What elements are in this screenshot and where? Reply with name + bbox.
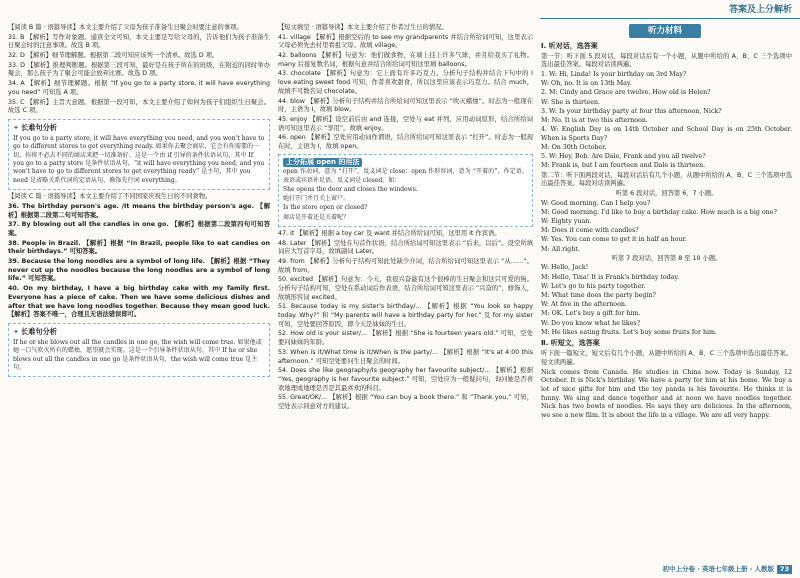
- column-right: [541, 24, 792, 422]
- answer-43: 43. chocolate 【解析】句意为：它上面有许多巧克力。分析句子结构并结合下句中的 I love eating sweet food 可知，作者喜欢甜食，所以这里应该表示巧克力。结合 much，故填不可数名词 chocolate。: [278, 70, 533, 95]
- dialogue-line: W: Hello, Jack!: [541, 264, 589, 272]
- answer-32: 32. D 【解析】细节理解题。根据第二段可知应该列一个清单。故选 D 项。: [8, 52, 219, 60]
- extension-line-4: Is the store open or closed?: [283, 204, 368, 212]
- dialogues-part-3: [541, 264, 792, 337]
- long-sentence-analysis-box-2: [8, 323, 270, 378]
- footer-text: 初中上分卷 · 英语七年级上册 · 人教版: [662, 565, 774, 574]
- answer-55: 55. Great/OK/... 【解析】根据 “You can buy a book there.” 和 “Thank you.” 可知，空处表示同意对方的建议。: [278, 394, 533, 410]
- dialogue-line: M: What time does the party begin?: [541, 292, 656, 300]
- listening-banner: 听力材料: [629, 24, 701, 38]
- answer-33: 33. D 【解析】推理判断题。根据第三段可知，最好是在孩子所在的班级，在附近的同时举办聚会，那么孩子为了聚会可能会放弃比赛。故选 D 项。: [8, 61, 270, 78]
- answer-45: 45. enjoy 【解析】设空前后由 and 连接，空处与 eat 并列，应用动词原形，结合所给词语可知这里表示 “享用”。故填 enjoy。: [278, 115, 533, 132]
- answer-54: 54. Does she like geography/Is geography her favourite subject/... 【解析】根据 “Yes, geography is her favourite subject.” 可知，空处应为一般疑问句，询问她是否喜欢地理或地理是否是其最喜欢的科目。: [278, 367, 533, 392]
- answer-48: 48. Later 【解析】空处在句首作状语，结合所给词可知这里表示 “后来，以后”。设空所填词应大写首字母，故填副词 Later。: [278, 239, 533, 256]
- extension-title: [283, 158, 528, 168]
- cloze-intro: 【短文填空 · 语篇导读】本文主要介绍了作者过生日的情况。: [278, 24, 448, 31]
- listening-section-2-title: Ⅱ. 听短文，选答案: [541, 339, 600, 348]
- dialogues-part-2: [541, 200, 792, 255]
- dialogue-line: M: No. It is at two this afternoon.: [541, 116, 648, 124]
- dialogue-line: M: All right.: [541, 245, 580, 253]
- answer-38: 38. People in Brazil. 【解析】根据 “In Brazil, people like to eat candies on their birthdays.” 可知答案。: [8, 239, 270, 256]
- answer-46: 46. open 【解析】空处应用动词作谓语，结合所给词可知这里表示 “打开”。时态为一般现在时，主语为 I，故填 open。: [278, 134, 533, 150]
- dialogue-line: W: She is thirteen.: [541, 98, 601, 106]
- dialogues-part-1: [541, 71, 792, 171]
- page-header: [540, 0, 800, 22]
- long-sentence-analysis-text: If you go to a party store, it will have everything you need, and you won't have to go to different stores to get everything ready. 如果你去聚会商店，它会有你需要的一切，你将不必去不同的商店来把一切准备好。这是一个由 if 引导的条件状语从句，其中 If you go to a party store 是条件状语从句，“it will have everything you need, and you won't have to go to different stores to get everything ready” 是主句，其中 you need 是省略关系代词的定语从句，修饰先行词 everything。: [13, 134, 265, 184]
- dialogue-line: 5. W: Hey, Bob. Are Dale, Frank and you all twelve?: [541, 153, 706, 161]
- long-sentence-analysis-title: ✦ 长难句分析: [13, 123, 57, 133]
- column-left: [8, 24, 270, 380]
- answer-35: 35. C 【解析】主旨大意题。根据第一段可知，本文主要介绍了如何为孩子们组织生日聚会。故选 C 项。: [8, 98, 270, 115]
- answer-36: 36. The birthday person's age. /It means the birthday person's age. 【解析】根据第二段第二句可知答案。: [8, 202, 270, 219]
- answer-49: 49. from 【解析】分析句子结构可知此处缺少介词，结合所给词可知这里表示 “从……”。故填 from。: [278, 257, 533, 274]
- dialogue-line: M: Frank is, but I am fourteen and Dale is thirteen.: [541, 162, 706, 170]
- extension-line-2: She opens the door and closes the windows.: [283, 185, 418, 193]
- listening-section-1-title: Ⅰ. 听对话，选答案: [541, 42, 598, 50]
- dialogue-line: 1. W: Hi, Linda! Is your birthday on 3rd May?: [541, 71, 687, 79]
- dialogue-line: M: He likes eating fruits. Let's buy some fruits for him.: [541, 328, 717, 336]
- dialogue-line: W: Oh, no. It is on 13th May.: [541, 80, 632, 88]
- dialogue-line: M: Hello, Tina! It is Frank's birthday today.: [541, 273, 680, 281]
- answer-50: 50. excited 【解析】句意为：今天，我很兴奋能有这个很棒的生日聚会和这只可爱的狗。分析句子结构可知，空处在系动词后作表语，结合所给词可知这里表示 “兴奋的”，修饰人，故填形容词 excited。: [278, 276, 533, 301]
- long-sentence-analysis-box: [8, 119, 270, 190]
- dialogue-6-instruction: 听第 6 段对话，回答第 6、7 小题。: [615, 189, 718, 197]
- reading-b-intro: 【阅读 B 篇 · 语篇导读】本文主要介绍了父母为孩子准备生日聚会时要注意的事项。: [8, 24, 243, 31]
- extension-box: [278, 154, 533, 227]
- reading-c-intro: 【阅读 C 篇 · 语篇导读】本文主要介绍了不同国家庆祝生日的不同食物。: [8, 193, 212, 201]
- dialogue-line: W: Yes. You can come to get it in half an hour.: [541, 236, 687, 244]
- dialogue-line: W: At five in the afternoon.: [541, 301, 627, 309]
- dialogue-line: 2. M: Cindy and Grace are twelve. How old is Helen?: [541, 89, 711, 97]
- long-sentence-analysis-title-2: ✦ 长难句分析: [13, 327, 57, 337]
- header-title: 答案及上分解析: [728, 5, 792, 15]
- answer-37: 37. By blowing out all the candles in one go. 【解析】根据第二段第四句可知答案。: [8, 221, 270, 237]
- listening-section-3-intro: 听下面一篇短文，短文后有几个小题，从题中所给的 A、B、C 三个选项中选出最佳答案。短文读两遍。: [541, 350, 792, 366]
- dialogue-line: M: OK. Let's buy a gift for him.: [541, 310, 641, 318]
- dialogue-7-instruction: 听第 7 段对话，回答第 8 至 10 小题。: [611, 254, 722, 262]
- page-number: 73: [777, 565, 792, 574]
- dialogue-line: M: On 30th October.: [541, 144, 607, 152]
- answer-40: 40. On my birthday, I have a big birthday cake with my family first. Everyone has a piece of cake. Then we have some delicious dishes and after that we have long noodles together. Because they mean good luck. 【解析】答案不唯一，合理且无语法错误即可。: [8, 285, 270, 319]
- extension-line-3: 她打开门并且关上窗户。: [283, 195, 350, 203]
- answer-51: 51. Because today is my sister's birthday/... 【解析】根据 “You look so happy today. Why?” 和 “My parents will have a birthday party for her.” 及 for my sister 可知，空处要回答原因，即今天是妹妹的生日。: [278, 303, 533, 328]
- answer-39: 39. Because the long noodles are a symbol of long life. 【解析】根据 “They never cut up the noodles because the long noodles are a symbol of long life.” 可知答案。: [8, 258, 270, 283]
- dialogue-line: W: Do you know what he likes?: [541, 319, 641, 327]
- answer-31: 31. B 【解析】写作对象题。通读全文可知，本文主要是写给父母的，告诉他们为孩子准备生日聚会时的注意事项。故选 B 项。: [8, 33, 270, 50]
- dialogue-line: 3. W: Is your birthday party at four this afternoon, Nick?: [541, 107, 722, 115]
- answer-44: 44. blow 【解析】分析句子结构并结合所给词可知这里表示 “吹灭蜡烛”。时态为一般现在时，主语为 I，故填 blow。: [278, 97, 533, 114]
- extension-title-text: 上分拓展 open 的用法: [283, 158, 362, 168]
- column-middle: [278, 24, 533, 413]
- dialogue-line: W: Good morning. Can I help you?: [541, 199, 651, 207]
- answer-53: 53. When is it/What time is it/When is the party/... 【解析】根据 “It's at 4:00 this afternoon.” 可知空处要问生日聚会的时间。: [278, 348, 533, 365]
- extension-line-1: open 作动词，意为 “打开”，反义词是 close；open 作形容词，意为 “开着的”，作定语，表语或宾语补足语，反义词是 closed。如：: [283, 168, 528, 184]
- header-rule: [540, 18, 800, 19]
- answer-47: 47. it 【解析】根据 a toy car 及 want 并结合所给词可知，这里用 it 作宾语。: [278, 229, 501, 237]
- answer-42: 42. balloons 【解析】句意为：他们做食物，在墙上挂上许多气球，并且给我买了礼物。many 后接复数名词，根据句意并结合所给词可知这里填 balloons。: [278, 52, 533, 68]
- listening-section-2-intro: 第二节：听下面两段对话，每段对话后有几个小题，从题中所给的 A、B、C 三个选项中选出最佳答案。每段对话读两遍。: [541, 171, 792, 188]
- dialogue-line: M: Good morning. I'd like to buy a birthday cake. How much is a big one?: [541, 208, 777, 216]
- dialogue-line: M: Does it come with candles?: [541, 227, 639, 235]
- dialogue-line: W: Eighty yuan.: [541, 218, 592, 226]
- answer-52: 52. How old is your sister/... 【解析】根据 “She is fourteen years old.” 可知，空处要问妹妹的年龄。: [278, 330, 533, 347]
- answer-34: 34. A 【解析】细节理解题。根据 “If you go to a party store, it will have everything you need” 可知选 A 项。: [8, 80, 270, 96]
- page-footer: [662, 565, 792, 574]
- long-sentence-analysis-text-2: If he or she blows out all the candles in one go, the wish will come true. 如果他或她一口气吹灭所有的蜡烛，愿望就会实现。这是一个引导条件状语从句，其中 If he or she blows out all the candles in one go 是条件状语从句，the wish will come true 是主句。: [13, 338, 262, 372]
- extension-line-5: 商店是开着还是关着呢？: [283, 213, 350, 221]
- dialogue-line: W: Let's go to his party together.: [541, 282, 646, 290]
- listening-passage: Nick comes from Canada. He studies in China now. Today is Sunday, 12 October. It is Nick's birthday. We have a party for him at his home. We buy a lot of nice gifts for him and the toy panda is his favourite. He thinks it is funny. We sing and dance together and at noon we have noodles together. Nick has two bowls of noodles. He says they are delicious. In the afternoon, we see a new film. It is about the life in a village. We are all very happy.: [541, 368, 792, 419]
- answer-41: 41. village 【解析】根据空后的 to see my grandparents 并结合所给词可知，这里表示父母必须先去村里看祖父母。故填 village。: [278, 33, 533, 50]
- dialogue-line: 4. W: English Day is on 14th October and School Day is on 25th October. When is Sports Day?: [541, 126, 792, 142]
- listening-section-1-intro: 第一节：听下面 5 段对话，每段对话后有一个小题，从题中所给的 A、B、C 三个选项中选出最佳答案。每段对话读两遍。: [541, 52, 792, 69]
